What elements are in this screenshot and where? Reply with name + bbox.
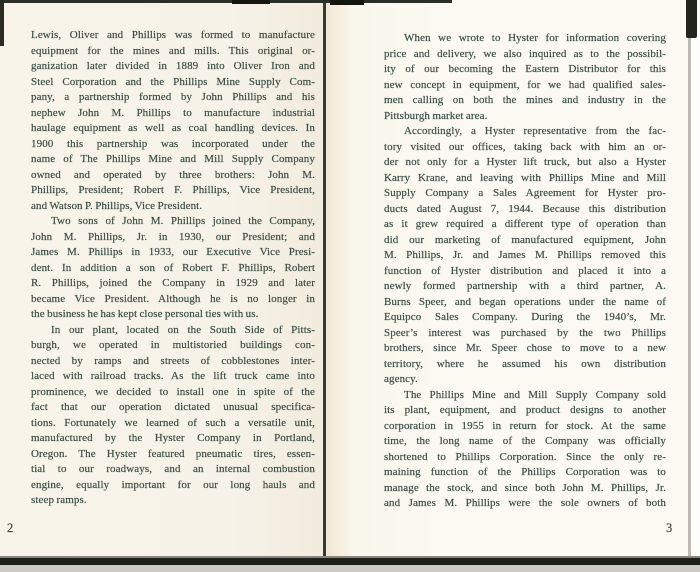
paragraph: [31, 214, 315, 323]
bottom-background-strip: [0, 565, 700, 572]
text-line: manufactured by the Hyster Company in Portland,: [31, 432, 315, 444]
text-line: owned and operated by three brothers: John M.: [31, 168, 315, 181]
text-line: as it grew required a different type of operation than: [384, 218, 666, 230]
text-line: In our plant, located on the South Side of Pitts-: [51, 323, 315, 336]
text-line: agency.: [384, 373, 418, 385]
text-line: engine, equally important for our long hauls and: [31, 478, 315, 491]
top-edge-dark-mark: [232, 0, 270, 4]
top-edge-dark-mark-spine: [330, 0, 364, 5]
text-line: Burns Speer, and began operations under the name of: [384, 295, 666, 308]
text-line: ducts dated August 7, 1944. Because this distribution: [384, 202, 666, 215]
top-left-corner-mark: [0, 0, 4, 46]
text-line: became Vice President. Although he is no longer in: [31, 292, 315, 305]
paragraph: [384, 31, 666, 124]
text-line: Oregon. The Hyster featured pneumatic tires, essen-: [31, 447, 315, 460]
page-number-right: 3: [666, 521, 673, 535]
text-line: burgh, we operated in multistoried buildings con-: [31, 339, 315, 351]
text-line: territory, where he assumed his own distribution: [384, 357, 666, 370]
text-line: Two sons of John M. Phillips joined the Company,: [51, 215, 315, 227]
text-line: its plant, equipment, and product designs to another: [384, 404, 666, 416]
top-right-corner-mark: [686, 0, 697, 38]
text-line: time, the long name of the Company was officially: [384, 435, 666, 447]
text-line: steep ramps.: [31, 494, 87, 506]
text-line: tial to our roadways, and an internal combustion: [31, 463, 315, 475]
text-line: did our marketing of manufactured equipment, John: [384, 233, 666, 246]
text-line: function of Hyster distribution and placed it into a: [384, 264, 666, 277]
text-line: and Watson P. Phillips, Vice President.: [31, 199, 203, 212]
text-line: Karry Krane, and leaving with Phillips Mine and Mill: [384, 171, 666, 184]
page-number-left: 2: [7, 521, 14, 535]
text-line: laced with railroad tracks. As the lift truck came into: [31, 370, 315, 382]
text-line: Accordingly, a Hyster representative from the fac-: [404, 125, 666, 137]
paragraph: [31, 28, 315, 214]
text-line: haulage equipment as well as coal handling devices. In: [31, 122, 315, 134]
text-line: newly formed partnership with a third partner, A.: [384, 280, 666, 292]
text-line: dent. In addition a son of Robert F. Phillips, Robert: [31, 261, 315, 274]
text-line: brothers, since Mr. Speer chose to move to a new: [384, 342, 666, 354]
text-line: new concept in equipment, for we had qualified sales-: [384, 78, 666, 91]
text-line: Steel Corporation and the Phillips Mine Supply Com-: [31, 75, 315, 88]
text-line: Lewis, Oliver and Phillips was formed to manufacture: [31, 29, 315, 41]
paragraph: [31, 323, 315, 509]
text-line: tions. Fortunately we learned of such a versatile unit,: [31, 416, 315, 429]
text-line: equipment for the mines and mills. This original or-: [31, 44, 315, 57]
text-line: Phillips, President; Robert F. Phillips, Vice President,: [31, 184, 315, 196]
text-line: manage the stock, and since both John M. Phillips, Jr.: [384, 481, 666, 494]
text-line: corporation in 1955 in return for stock. At the same: [384, 419, 666, 432]
text-line: the business he has kept close personal ties with us.: [31, 308, 259, 320]
text-line: fact that our operation dictated unusual specifica-: [31, 401, 315, 413]
text-line: maining function of the Phillips Corporation was to: [384, 466, 666, 478]
text-line: John M. Phillips, Jr. in 1930, our President; and: [31, 230, 315, 243]
text-line: nected by ramps and streets of cobblestones inter-: [31, 354, 315, 367]
text-line: der not only for a Hyster lift truck, but also a Hyster: [384, 156, 666, 168]
left-page-text: [31, 28, 315, 509]
text-line: James M. Phillips in 1933, our Executive Vice Presi-: [31, 246, 315, 258]
right-outer-margin: [691, 0, 700, 558]
text-line: tory visited our offices, taking back with him an or-: [384, 140, 666, 153]
text-line: men calling on both the mines and industry in the: [384, 94, 666, 106]
spine-shadow: [326, 2, 354, 558]
text-line: and James M. Phillips were the sole owners of both: [384, 497, 666, 509]
text-line: price and delivery, we also inquired as to the possibil-: [384, 47, 666, 60]
paragraph: [384, 124, 666, 388]
text-line: shortened to Phillips Corporation. Since the only re-: [384, 450, 666, 463]
text-line: 1900 this partnership was incorporated under the: [31, 137, 315, 150]
text-line: Pittsburgh market area.: [384, 109, 488, 122]
paragraph: [384, 388, 666, 512]
text-line: Equipco Sales Company. During the 1940’s, Mr.: [384, 311, 666, 323]
text-line: Speer’s interest was purchased by the two Phillips: [384, 326, 666, 339]
text-line: nephew John M. Phillips to manufacture industrial: [31, 106, 315, 119]
text-line: pany, a partnership formed by John Phillips and his: [31, 91, 315, 103]
bottom-book-edge: [0, 556, 700, 565]
text-line: The Phillips Mine and Mill Supply Company sold: [404, 388, 666, 401]
text-line: ganization later divided in 1889 into Oliver Iron and: [31, 60, 315, 72]
text-line: prominence, we decided to install one in spite of the: [31, 385, 315, 398]
text-line: ity of our becoming the Eastern Distributor for this: [384, 63, 666, 75]
text-line: name of The Phillips Mine and Mill Supply Company: [31, 153, 315, 165]
text-line: R. Phillips, joined the Company in 1929 and later: [31, 277, 315, 289]
top-edge-line: [0, 0, 452, 3]
text-line: When we wrote to Hyster for information covering: [404, 32, 666, 44]
text-line: Supply Company a Sales Agreement for Hyster pro-: [384, 187, 666, 199]
right-page-text: [384, 31, 666, 512]
text-line: M. Phillips, Jr. and James M. Phillips removed this: [384, 249, 666, 261]
